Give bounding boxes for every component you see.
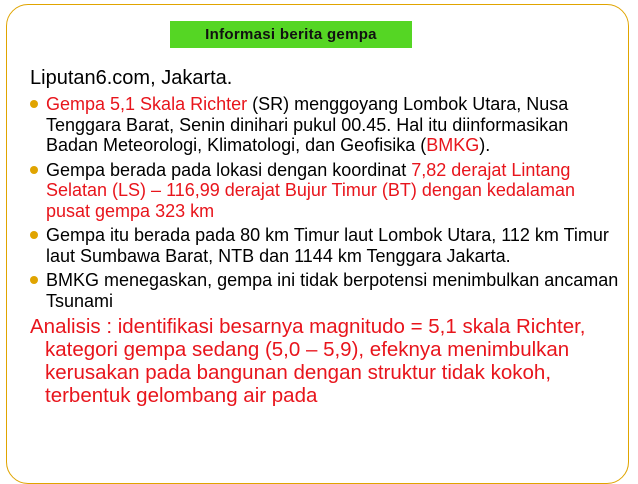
bullet-text: ). — [479, 135, 491, 155]
bullet-item-1 — [30, 94, 620, 156]
bmkg-highlight: BMKG — [426, 135, 480, 155]
magnitude-highlight: Gempa 5,1 Skala Richter — [46, 94, 248, 114]
bullet-dot-icon — [30, 166, 38, 174]
bullet-text: BMKG menegaskan, gempa ini tidak berpotensi menimbulkan ancaman Tsunami — [46, 270, 619, 311]
bullet-dot-icon — [30, 276, 38, 284]
news-source: Liputan6.com, Jakarta. — [30, 67, 233, 89]
slide-content — [30, 66, 620, 407]
coordinates-highlight: 7,82 derajat Lintang Selatan (LS) – 116,99 derajat Bujur Timur (BT) dengan kedalaman pusat gempa 323 km — [46, 159, 575, 221]
bullet-text: Gempa berada pada lokasi dengan koordinat — [46, 159, 412, 180]
bullet-item-3 — [30, 225, 620, 266]
slide-title-box: Informasi berita gempa — [170, 21, 412, 48]
bullet-item-2 — [30, 160, 620, 222]
bullet-dot-icon — [30, 100, 38, 108]
bullet-item-4 — [30, 270, 620, 311]
bullet-text: (SR) menggoyang Lombok Utara, Nusa Tenggara Barat, Senin dinihari pukul 00.45. Hal itu diinformasikan Badan Meteorologi, Klimatologi, dan Geofisika ( — [46, 94, 569, 155]
bullet-text: Gempa itu berada pada 80 km Timur laut Lombok Utara, 112 km Timur laut Sumbawa Barat, NTB dan 1144 km Tenggara Jakarta. — [46, 225, 609, 266]
analysis-paragraph: Analisis : identifikasi besarnya magnitudo = 5,1 skala Richter, kategori gempa sedang (5,0 – 5,9), efeknya menimbulkan kerusakan pada bangunan dengan struktur tidak kokoh, terbentuk gelombang air pada — [30, 315, 586, 407]
bullet-dot-icon — [30, 231, 38, 239]
